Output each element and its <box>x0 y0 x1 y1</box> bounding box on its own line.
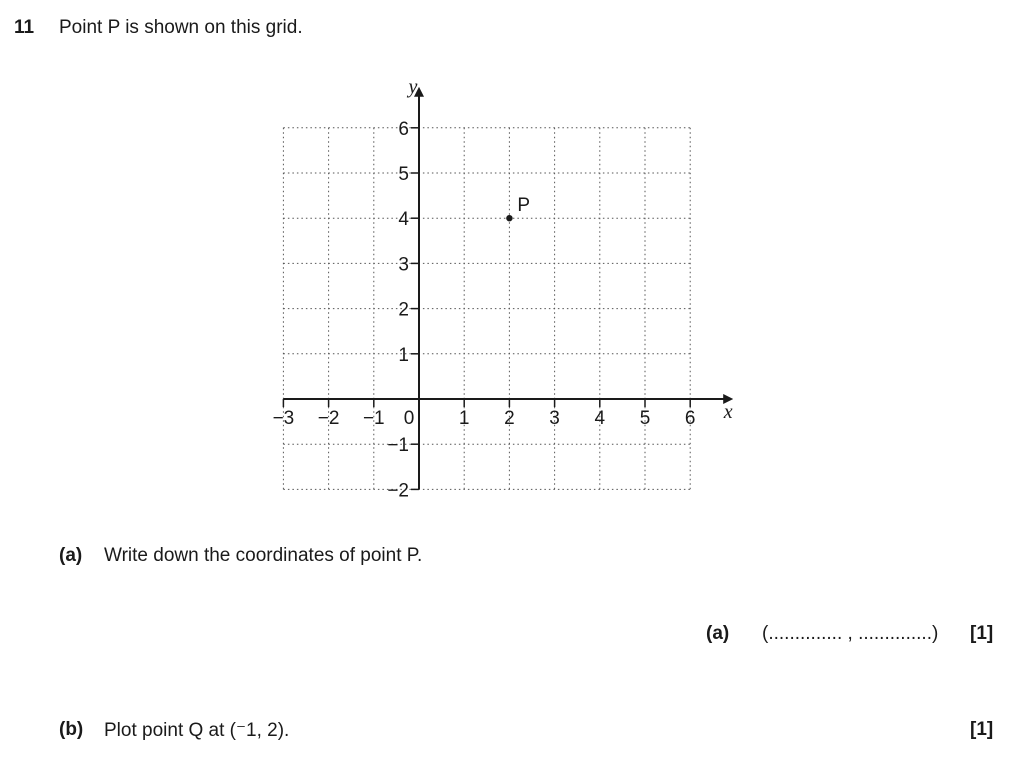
part-b-label: (b) <box>59 719 84 740</box>
origin-label: 0 <box>403 408 415 429</box>
part-a-answer-blank[interactable]: (.............. , ..............) <box>762 623 939 644</box>
y-tick-label: 3 <box>398 254 409 276</box>
x-tick-label: 4 <box>594 408 606 429</box>
x-axis-label: x <box>723 401 733 423</box>
part-a-text: Write down the coordinates of point P. <box>104 545 423 566</box>
x-tick-label: 1 <box>458 408 470 429</box>
axes <box>283 92 728 490</box>
y-tick-label: 4 <box>398 209 409 231</box>
tick-labels <box>273 76 733 502</box>
part-a-marks: [1] <box>970 623 994 644</box>
y-tick-label: −1 <box>387 435 409 457</box>
question-text: Point P is shown on this grid. <box>59 17 303 38</box>
x-tick-label: −1 <box>362 408 385 429</box>
x-tick-label: 3 <box>549 408 560 429</box>
y-tick-label: 6 <box>398 118 409 140</box>
part-a-answer-label: (a) <box>706 623 730 644</box>
x-tick-label: 2 <box>504 408 515 429</box>
question-number: 11 <box>14 17 35 38</box>
y-tick-label: 5 <box>398 164 409 185</box>
point-p-label: P <box>517 195 531 217</box>
point-p-marker <box>506 215 512 221</box>
y-tick-label: 2 <box>398 299 409 321</box>
x-tick-label: −3 <box>272 408 295 429</box>
x-tick-label: 5 <box>639 408 651 429</box>
x-tick-label: −2 <box>317 408 340 429</box>
y-tick-label: −2 <box>387 480 409 502</box>
part-a-label: (a) <box>59 545 83 566</box>
part-b-marks: [1] <box>970 719 994 740</box>
y-axis-label: y <box>408 75 418 98</box>
part-b-text: Plot point Q at (⁻1, 2). <box>104 720 290 741</box>
grid-lines <box>283 128 690 490</box>
y-tick-label: 1 <box>398 344 409 366</box>
plotted-points <box>506 195 530 221</box>
x-tick-label: 6 <box>684 408 696 429</box>
